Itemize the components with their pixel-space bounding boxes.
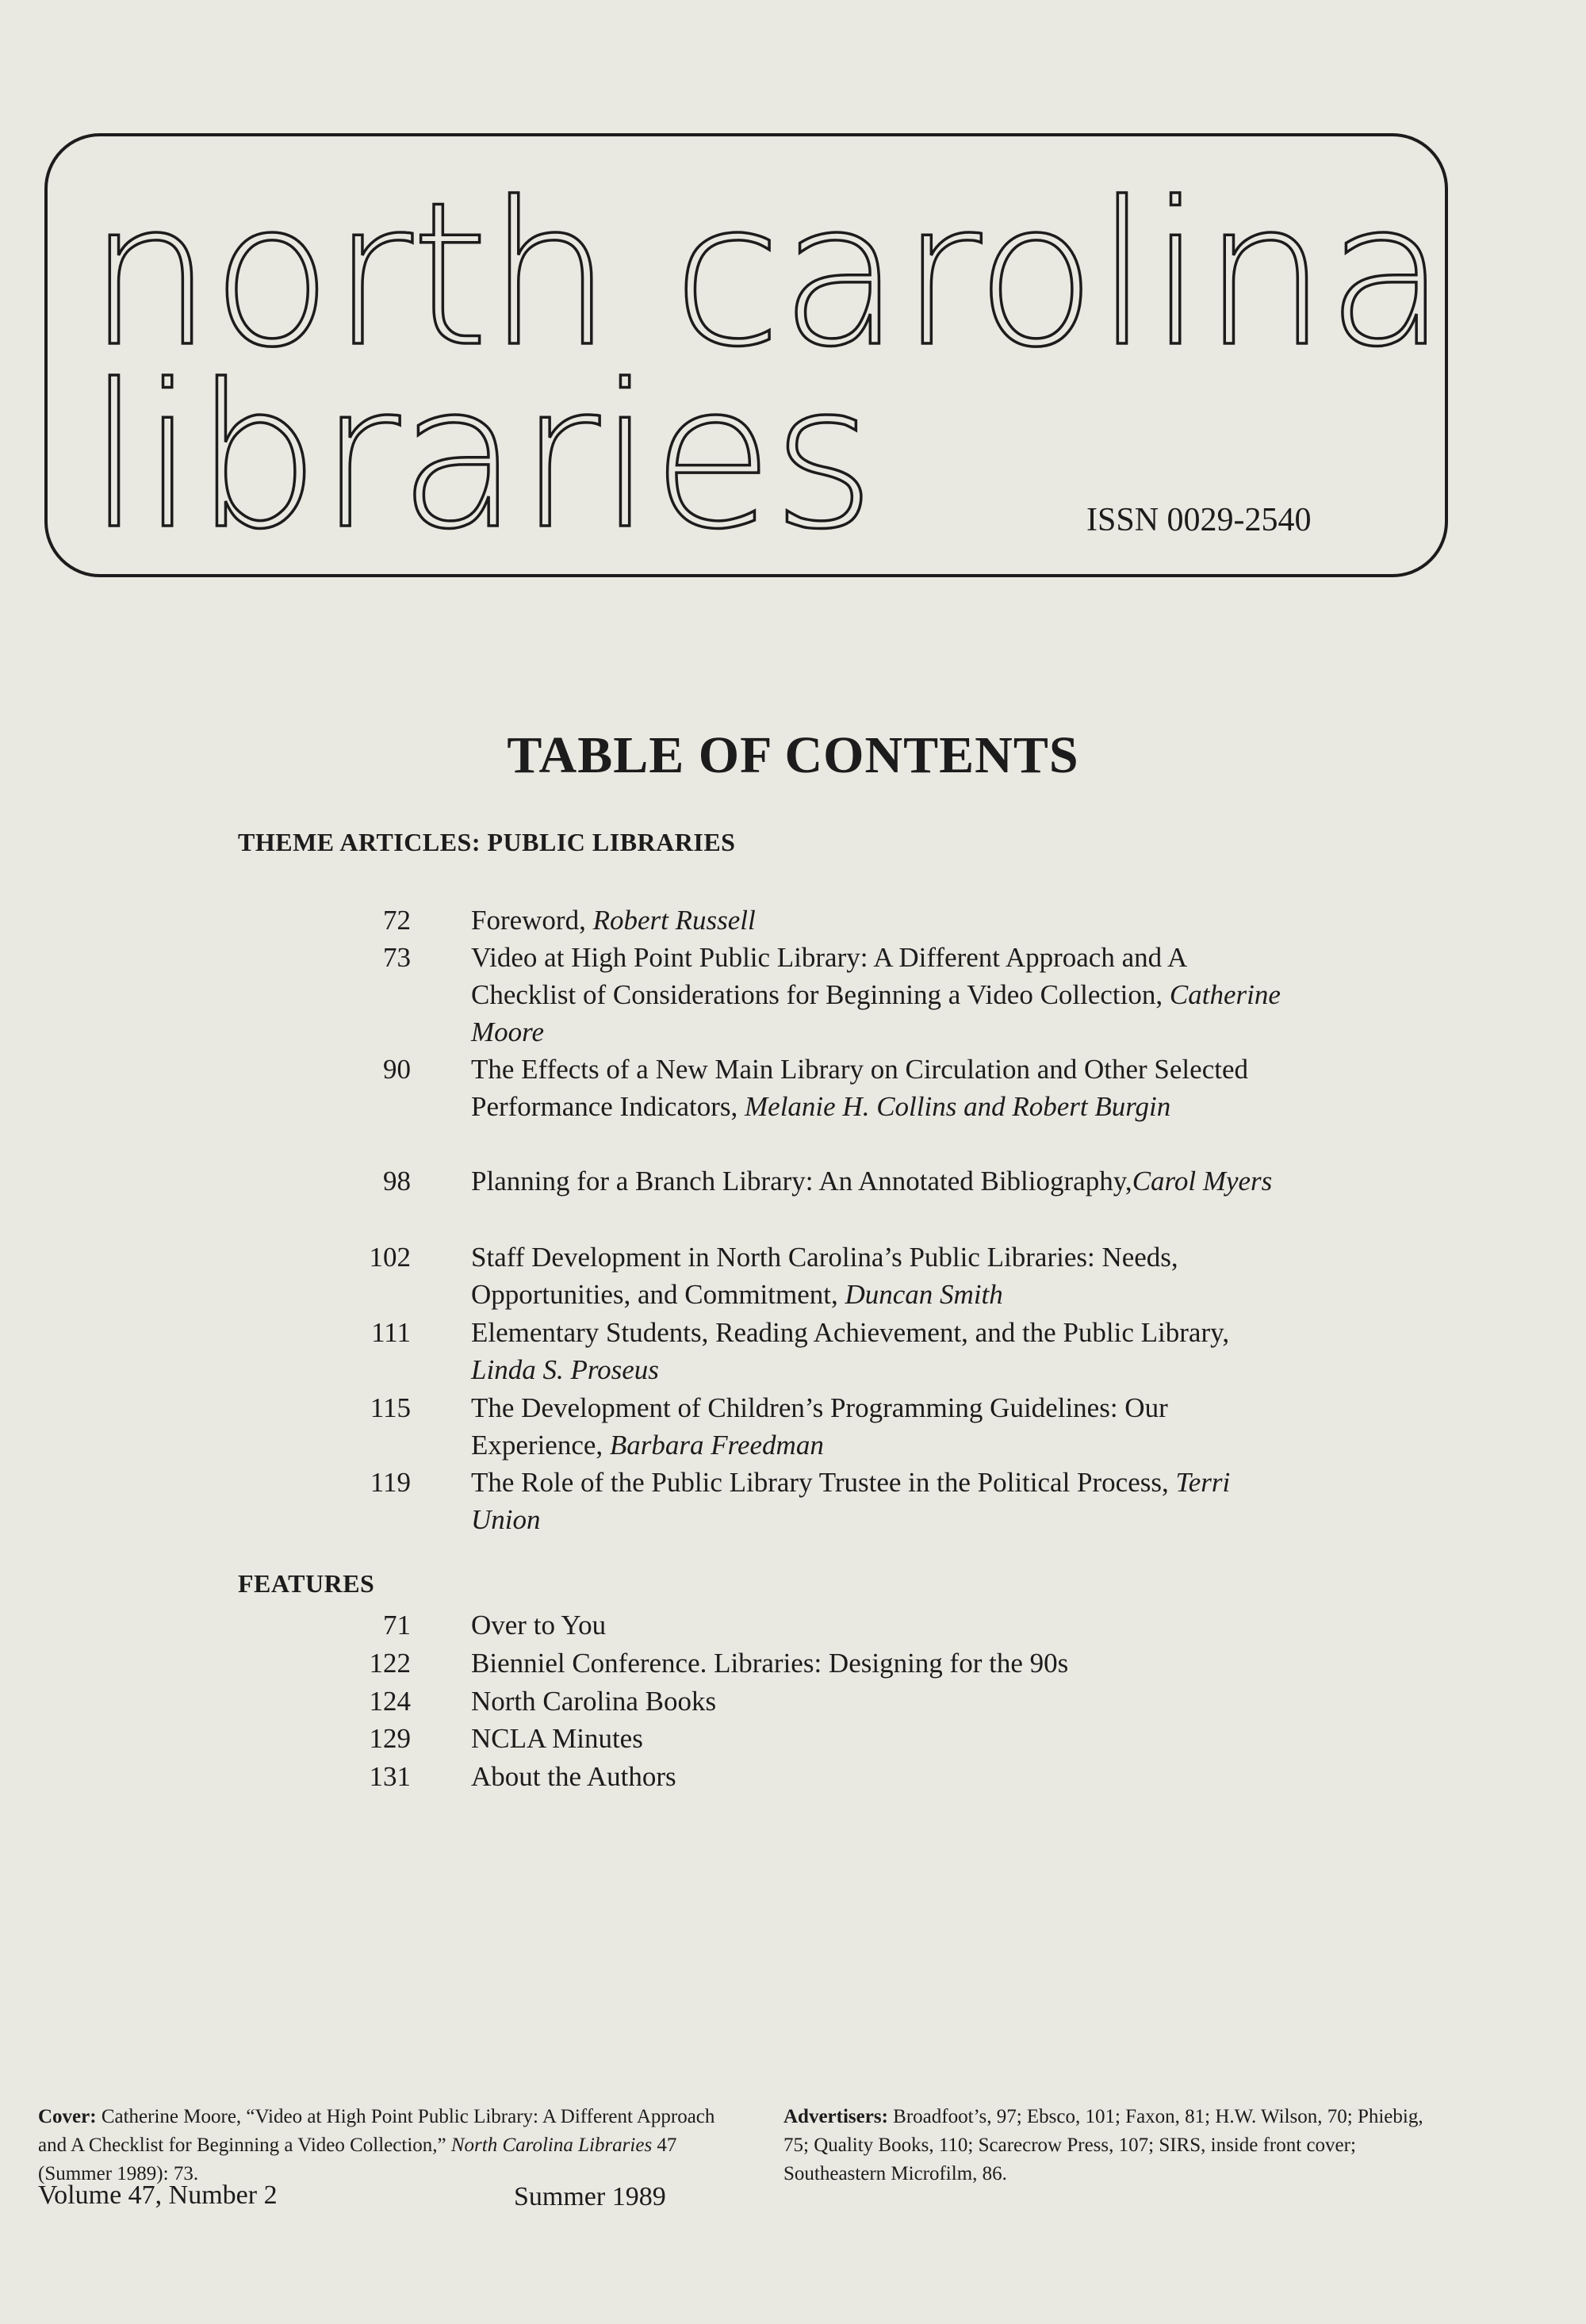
toc-entry-text [471,1314,1288,1388]
toc-page-number: 73 [383,942,411,973]
toc-entry-title: Video at High Point Public Library: A Different Approach and A Checklist of Considerations for Beginning a Video Collection, [471,942,1186,1010]
toc-entry-title: North Carolina Books [471,1686,717,1717]
toc-entry-author: Robert Russell [592,905,756,936]
features-section-heading: FEATURES [238,1569,375,1598]
toc-page-number: 98 [383,1166,411,1196]
toc-entry-title: NCLA Minutes [471,1723,643,1754]
toc-page-number: 129 [369,1723,411,1754]
masthead-title-line-2: libraries [87,342,874,572]
toc-entry-author: Linda S. Proseus [471,1354,659,1385]
toc-title: TABLE OF CONTENTS [507,726,1079,784]
toc-entry-title: Staff Development in North Carolina’s Public Libraries: Needs, Opportunities, and Commitment, [471,1242,1178,1310]
advertisers-note-text: Broadfoot’s, 97; Ebsco, 101; Faxon, 81; H.W. Wilson, 70; Phiebig, 75; Quality Books, 110; Scarecrow Press, 107; SIRS, inside front cover; Southeastern Microfilm, 86. [783,2106,1423,2184]
toc-entry-title: Over to You [471,1610,607,1641]
toc-page-number: 131 [369,1761,411,1792]
footer-volume: Volume 47, Number 2 [38,2180,278,2210]
masthead-title-line-1: north carolina [87,159,1446,390]
cover-note-label: Cover: [38,2106,97,2127]
toc-entry-title: Planning for a Branch Library: An Annotated Bibliography, [471,1166,1132,1196]
toc-page-number: 102 [369,1242,411,1273]
theme-section-heading: THEME ARTICLES: PUBLIC LIBRARIES [238,828,736,856]
toc-entry-text [471,1464,1288,1538]
toc-entry-title: About the Authors [471,1761,676,1792]
toc-page-number: 111 [371,1317,411,1348]
toc-page-number: 90 [383,1054,411,1085]
toc-entry-title: The Role of the Public Library Trustee in the Political Process, [471,1467,1176,1498]
toc-page-number: 122 [369,1648,411,1679]
cover-note-journal: North Carolina Libraries [450,2134,653,2156]
toc-page-number: 124 [369,1686,411,1717]
toc-entry-text [471,902,1288,939]
cover-note [38,2103,728,2188]
cover-note-text-2: 47 (Summer 1989): 73. [38,2134,677,2184]
advertisers-note [783,2103,1450,2188]
toc-entry-title: The Development of Children’s Programming Guidelines: Our Experience, [471,1392,1168,1461]
toc-entry-title: Elementary Students, Reading Achievement, and the Public Library, [471,1317,1230,1348]
toc-page-number: 71 [383,1610,411,1641]
toc-page-number: 115 [370,1392,411,1423]
toc-page-number: 119 [370,1467,411,1498]
toc-entry-title: Foreword, [471,905,593,936]
toc-entry-author: Duncan Smith [845,1279,1003,1310]
toc-entry-text [471,1389,1288,1464]
toc-page-number: 72 [383,905,411,936]
issn: ISSN 0029-2540 [1086,502,1312,538]
footer-date: Summer 1989 [514,2182,666,2211]
toc-entry-author: Melanie H. Collins and Robert Burgin [745,1091,1171,1122]
toc-entry-author: Catherine Moore [471,979,1281,1047]
toc-entry-title: The Effects of a New Main Library on Circulation and Other Selected Performance Indicators, [471,1054,1248,1122]
toc-entry-author: Terri Union [471,1467,1231,1535]
advertisers-note-label: Advertisers: [783,2106,888,2127]
toc-entry-text [471,1239,1288,1313]
toc-entry-text [471,939,1288,1051]
toc-entry-author: Carol Myers [1132,1166,1273,1196]
toc-entry-text [471,1162,1288,1200]
toc-entry-title: Bienniel Conference. Libraries: Designing for the 90s [471,1648,1069,1679]
toc-entry-author: Barbara Freedman [609,1430,824,1461]
toc-entry-text [471,1051,1288,1125]
cover-note-text-1: Catherine Moore, “Video at High Point Public Library: A Different Approach and A Checklist for Beginning a Video Collection,” [38,2106,715,2156]
